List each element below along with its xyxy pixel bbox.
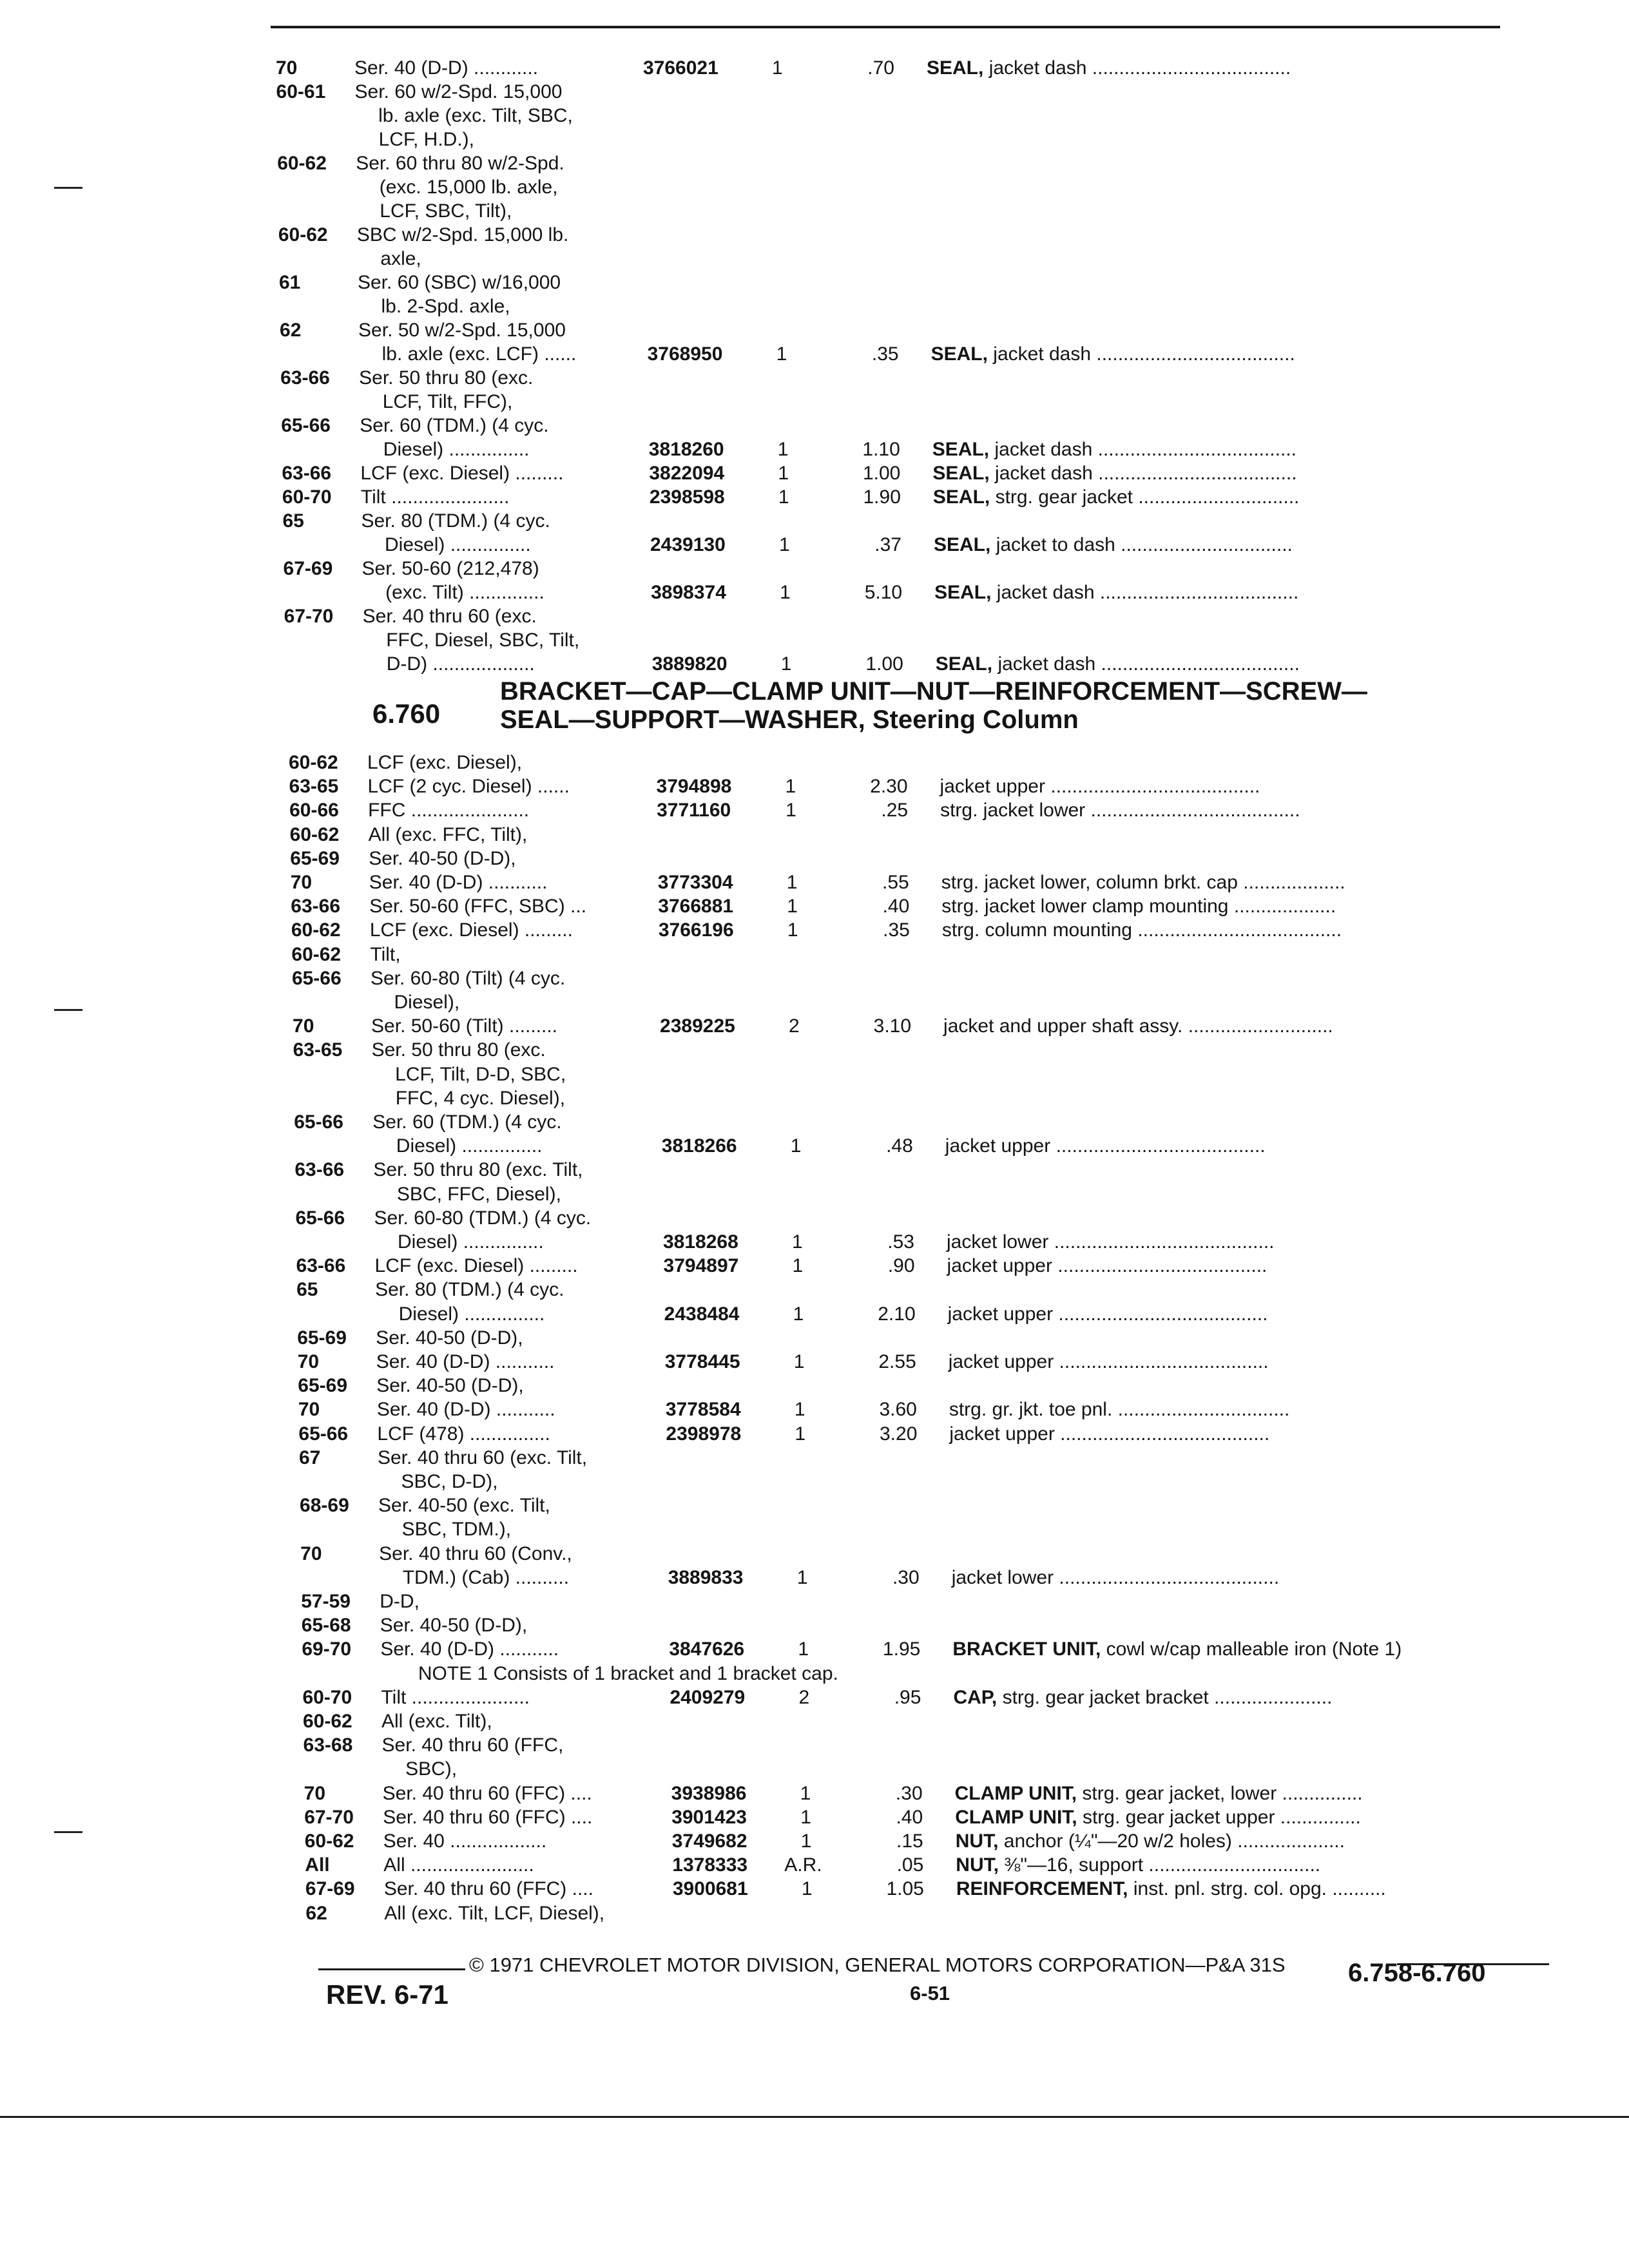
year-range: 65-69 <box>297 1327 347 1349</box>
part-name: NUT, <box>956 1854 999 1876</box>
model-application: Tilt ...................... <box>360 486 510 508</box>
model-application: D-D, <box>380 1591 419 1612</box>
model-application: axle, <box>380 248 421 269</box>
section-range: 6.758-6.760 <box>1348 1959 1486 1987</box>
year-range: 67-70 <box>304 1806 354 1828</box>
part-number: 3818260 <box>648 439 724 460</box>
year-range: 60-62 <box>289 823 340 845</box>
part-number: 3818268 <box>663 1231 738 1253</box>
year-range: 70 <box>298 1399 320 1421</box>
list-price: .15 <box>896 1831 923 1852</box>
quantity: 1 <box>800 1782 811 1804</box>
list-price: .40 <box>896 1806 923 1828</box>
part-description <box>953 1686 1332 1709</box>
margin-mark <box>54 187 82 189</box>
model-application: Diesel) ............... <box>398 1231 544 1253</box>
footer-rule-left <box>318 1968 465 1970</box>
quantity: 1 <box>785 776 796 798</box>
part-name: CLAMP UNIT, <box>955 1806 1077 1828</box>
part-description <box>948 1303 1268 1326</box>
model-application: Ser. 40-50 (D-D), <box>369 847 516 869</box>
model-application: D-D) ................... <box>386 653 535 675</box>
part-number: 2398598 <box>649 486 725 508</box>
part-detail: strg. column mounting ...................................... <box>941 919 1342 941</box>
year-range: 70 <box>300 1542 322 1564</box>
quantity: 1 <box>790 1135 802 1157</box>
quantity: 1 <box>778 463 789 484</box>
quantity: 1 <box>776 343 787 365</box>
model-application: SBC, FFC, Diesel), <box>396 1183 561 1205</box>
model-application: Ser. 60 thru 80 w/2-Spd. <box>356 153 564 174</box>
year-range: All <box>305 1854 330 1876</box>
list-price: 1.90 <box>863 486 901 508</box>
list-price: 1.95 <box>882 1639 921 1660</box>
part-name: SEAL, <box>934 582 992 603</box>
part-detail: strg. jacket lower ....................................... <box>940 800 1300 822</box>
revision-label: REV. 6-71 <box>326 1979 448 2010</box>
year-range: 62 <box>280 320 302 341</box>
part-number: 3900681 <box>672 1878 748 1900</box>
part-number: 3778584 <box>665 1399 741 1421</box>
part-detail: jacket dash ..................................... <box>989 439 1296 460</box>
list-price: .30 <box>895 1782 923 1804</box>
model-application: FFC, Diesel, SBC, Tilt, <box>386 629 580 651</box>
part-name: SEAL, <box>932 486 990 508</box>
part-detail: inst. pnl. strg. col. opg. .......... <box>1128 1878 1386 1900</box>
quantity: 1 <box>801 1878 813 1900</box>
part-detail: jacket dash ..................................... <box>987 343 1295 365</box>
list-price: .53 <box>887 1231 914 1253</box>
part-number: 1378333 <box>672 1854 748 1876</box>
list-price: .90 <box>887 1255 915 1277</box>
part-detail: anchor (¼"—20 w/2 holes) .................... <box>998 1831 1345 1852</box>
quantity: 1 <box>778 486 789 508</box>
note-text: NOTE 1 Consists of 1 bracket and 1 bracket cap. <box>418 1662 838 1684</box>
part-name: SEAL, <box>930 343 988 365</box>
part-detail: jacket dash ..................................... <box>983 57 1291 79</box>
quantity: 1 <box>779 534 790 555</box>
year-range: 65-69 <box>298 1375 348 1397</box>
model-application: lb. 2-Spd. axle, <box>381 296 510 317</box>
model-application: (exc. 15,000 lb. axle, <box>379 177 558 198</box>
year-range: 62 <box>305 1902 327 1924</box>
model-application: Ser. 40-50 (exc. Tilt, <box>378 1495 550 1517</box>
part-description <box>947 1254 1268 1278</box>
model-application: Ser. 60 (SBC) w/16,000 <box>357 272 561 293</box>
model-application: Ser. 50 thru 80 (exc. Tilt, <box>373 1159 583 1181</box>
part-detail: jacket upper ....................................... <box>947 1303 1268 1325</box>
part-number: 3766881 <box>658 896 734 918</box>
part-description <box>956 1878 1386 1901</box>
model-application: Ser. 40 thru 60 (FFC) .... <box>383 1806 593 1828</box>
model-application: Ser. 40 (D-D) ........... <box>369 872 548 893</box>
model-application: FFC, 4 cyc. Diesel), <box>395 1087 566 1109</box>
part-number: 2398978 <box>666 1423 742 1445</box>
quantity: 1 <box>786 800 796 822</box>
list-price: 3.10 <box>873 1015 912 1037</box>
year-range: 65-68 <box>301 1615 351 1637</box>
part-number: 2438484 <box>664 1303 740 1325</box>
part-description <box>931 343 1295 366</box>
year-range: 65 <box>282 510 304 532</box>
part-description <box>949 1350 1269 1374</box>
model-application: Ser. 50-60 (Tilt) ......... <box>371 1015 558 1037</box>
list-price: .70 <box>867 57 894 79</box>
part-name: SEAL, <box>935 653 993 675</box>
model-application: Ser. 60-80 (TDM.) (4 cyc. <box>374 1207 592 1229</box>
model-application: Ser. 50 thru 80 (exc. <box>359 367 534 389</box>
list-price: 1.00 <box>865 653 903 675</box>
model-application: Ser. 60 w/2-Spd. 15,000 <box>354 81 563 102</box>
model-application: lb. axle (exc. LCF) ...... <box>381 343 577 365</box>
quantity: 1 <box>772 57 783 79</box>
quantity: 1 <box>796 1566 808 1588</box>
quantity: 1 <box>777 439 789 460</box>
year-range: 63-66 <box>282 463 332 484</box>
part-detail: jacket upper ....................................... <box>948 1351 1269 1372</box>
year-range: 67-69 <box>283 558 333 579</box>
page-number: 6-51 <box>910 1982 950 2004</box>
part-detail: jacket and upper shaft assy. ........................... <box>943 1015 1333 1037</box>
part-detail: jacket dash ..................................... <box>992 653 1300 675</box>
part-description <box>956 1830 1345 1853</box>
model-application: TDM.) (Cab) .......... <box>402 1566 570 1588</box>
list-price: .25 <box>881 800 909 822</box>
list-price: .37 <box>874 534 901 555</box>
model-application: SBC, TDM.), <box>401 1519 512 1541</box>
part-description <box>942 919 1342 942</box>
part-description <box>927 57 1291 80</box>
part-description <box>947 1231 1274 1254</box>
model-application: Ser. 40 .................. <box>383 1831 547 1852</box>
model-application: Ser. 40 thru 60 (FFC) .... <box>383 1878 593 1900</box>
part-detail: jacket lower ......................................... <box>951 1566 1280 1588</box>
model-application: Diesel), <box>394 992 460 1013</box>
model-application: FFC ...................... <box>368 800 530 822</box>
year-range: 60-70 <box>282 486 332 508</box>
part-name: NUT, <box>955 1831 999 1852</box>
model-application: LCF (exc. Diesel), <box>367 752 523 773</box>
bottom-rule <box>0 2116 1629 2118</box>
part-detail: strg. jacket lower clamp mounting ................... <box>941 896 1336 918</box>
part-number: 3818266 <box>661 1135 737 1157</box>
year-range: 60-62 <box>277 153 327 174</box>
part-number: 2389225 <box>660 1015 735 1037</box>
list-price: 1.00 <box>862 463 901 484</box>
part-name: SEAL, <box>932 439 990 460</box>
model-application: Ser. 40 thru 60 (exc. <box>362 606 537 627</box>
model-application: Diesel) ............... <box>383 439 530 460</box>
year-range: 65-66 <box>294 1111 343 1133</box>
list-price: 1.10 <box>862 439 900 460</box>
model-application: Ser. 40-50 (D-D), <box>380 1615 528 1637</box>
part-detail: strg. gear jacket bracket ...................... <box>997 1686 1333 1708</box>
list-price: .30 <box>892 1566 920 1588</box>
part-name: CLAMP UNIT, <box>954 1782 1077 1804</box>
quantity: 1 <box>787 919 798 941</box>
model-application: LCF, H.D.), <box>378 129 474 150</box>
year-range: 65-66 <box>291 967 342 989</box>
part-detail: ⅜"—16, support ................................ <box>998 1854 1321 1876</box>
part-number: 3889820 <box>651 653 728 675</box>
copyright-line: © 1971 CHEVROLET MOTOR DIVISION, GENERAL MOTORS CORPORATION—P&A 31S <box>469 1954 1286 1976</box>
part-number: 3847626 <box>669 1639 745 1660</box>
model-application: SBC), <box>405 1758 458 1780</box>
margin-mark <box>54 1009 82 1011</box>
model-application: LCF (exc. Diesel) ......... <box>369 919 573 941</box>
part-description <box>952 1638 1402 1661</box>
year-range: 67 <box>298 1446 321 1468</box>
model-application: Ser. 50-60 (FFC, SBC) ... <box>369 896 587 918</box>
quantity: 1 <box>795 1423 806 1445</box>
quantity: A.R. <box>784 1854 822 1876</box>
year-range: 60-62 <box>303 1711 352 1732</box>
year-range: 63-66 <box>296 1255 346 1277</box>
part-description <box>941 895 1336 918</box>
model-application: Ser. 40 thru 60 (FFC) .... <box>382 1782 592 1804</box>
model-application: Ser. 40 thru 60 (Conv., <box>379 1542 572 1564</box>
part-number: 3773304 <box>657 872 733 893</box>
part-detail: jacket dash ..................................... <box>991 582 1299 603</box>
year-range: 69-70 <box>302 1639 352 1660</box>
model-application: Ser. 40-50 (D-D), <box>376 1375 524 1397</box>
list-price: 5.10 <box>864 582 903 603</box>
part-description <box>955 1782 1363 1805</box>
part-detail: jacket upper ....................................... <box>945 1135 1266 1157</box>
year-range: 57-59 <box>301 1591 351 1612</box>
quantity: 1 <box>798 1639 809 1660</box>
part-description <box>956 1854 1320 1877</box>
list-price: .48 <box>886 1135 913 1157</box>
part-description <box>943 1015 1333 1038</box>
part-detail: cowl w/cap malleable iron (Note 1) <box>1101 1639 1402 1660</box>
year-range: 65 <box>296 1279 318 1301</box>
quantity: 1 <box>793 1303 804 1325</box>
model-application: Ser. 50 thru 80 (exc. <box>371 1039 546 1061</box>
year-range: 63-66 <box>291 896 341 918</box>
year-range: 60-66 <box>289 800 339 822</box>
list-price: .05 <box>896 1854 924 1876</box>
model-application: Diesel) ............... <box>398 1303 545 1325</box>
model-application: Diesel) ............... <box>396 1135 543 1157</box>
year-range: 61 <box>278 272 301 293</box>
part-description <box>934 581 1298 604</box>
list-price: 3.60 <box>879 1399 917 1421</box>
list-price: .35 <box>883 919 910 941</box>
part-description <box>955 1806 1361 1829</box>
list-price: .40 <box>882 896 910 918</box>
model-application: Ser. 60 (TDM.) (4 cyc. <box>360 415 549 436</box>
quantity: 1 <box>780 653 792 675</box>
model-application: Ser. 40-50 (D-D), <box>376 1327 523 1349</box>
list-price: 2.10 <box>878 1303 916 1325</box>
quantity: 2 <box>798 1686 810 1708</box>
part-number: 2409279 <box>670 1686 746 1708</box>
part-number: 3771160 <box>657 800 731 822</box>
model-application: Tilt ...................... <box>381 1686 530 1708</box>
part-number: 3822094 <box>649 463 725 484</box>
model-application: All (exc. Tilt), <box>381 1711 492 1732</box>
part-description <box>936 653 1300 676</box>
quantity: 1 <box>793 1351 805 1372</box>
part-description <box>932 438 1296 461</box>
part-number: 3794897 <box>663 1255 739 1277</box>
year-range: 67-70 <box>284 606 334 627</box>
model-application: Tilt, <box>370 943 401 965</box>
quantity: 1 <box>800 1806 811 1828</box>
year-range: 60-62 <box>291 943 342 965</box>
part-name: REINFORCEMENT, <box>956 1878 1128 1900</box>
part-number: 3778445 <box>664 1351 740 1372</box>
model-application: LCF (478) ............... <box>377 1423 550 1445</box>
model-application: Ser. 60-80 (Tilt) (4 cyc. <box>370 967 566 989</box>
part-description <box>941 871 1345 894</box>
year-range: 65-66 <box>281 415 331 436</box>
part-description <box>932 462 1296 485</box>
year-range: 63-66 <box>280 367 330 389</box>
part-name: SEAL, <box>927 57 984 79</box>
model-application: Diesel) ............... <box>385 534 531 555</box>
part-number: 2439130 <box>650 534 726 555</box>
part-description <box>945 1135 1266 1158</box>
year-range: 60-70 <box>302 1686 352 1708</box>
part-number: 3898374 <box>651 582 726 603</box>
model-application: SBC, D-D), <box>401 1471 498 1492</box>
year-range: 70 <box>293 1015 314 1037</box>
part-name: CAP, <box>953 1686 998 1708</box>
model-application: Ser. 40 thru 60 (exc. Tilt, <box>377 1446 588 1468</box>
part-detail: jacket upper ....................................... <box>940 776 1260 798</box>
part-name: SEAL, <box>932 463 990 484</box>
model-application: Ser. 80 (TDM.) (4 cyc. <box>361 510 550 532</box>
year-range: 63-66 <box>294 1159 345 1181</box>
part-detail: strg. gear jacket, lower ............... <box>1077 1782 1363 1804</box>
part-number: 3901423 <box>671 1806 747 1828</box>
model-application: LCF (2 cyc. Diesel) ...... <box>367 776 570 798</box>
quantity: 1 <box>792 1255 804 1277</box>
model-application: (exc. Tilt) .............. <box>385 582 545 603</box>
year-range: 70 <box>290 872 313 893</box>
quantity: 1 <box>792 1231 803 1253</box>
quantity: 2 <box>789 1015 800 1037</box>
model-application: Ser. 50 w/2-Spd. 15,000 <box>358 320 566 341</box>
top-rule <box>271 26 1500 28</box>
part-description <box>933 486 1300 509</box>
quantity: 1 <box>780 582 791 603</box>
quantity: 1 <box>787 896 798 918</box>
part-number: 3768950 <box>647 343 723 365</box>
year-range: 70 <box>276 57 298 79</box>
list-price: .95 <box>894 1686 921 1708</box>
part-detail: jacket upper ....................................... <box>947 1255 1268 1277</box>
part-description <box>952 1566 1279 1590</box>
model-application: Ser. 60 (TDM.) (4 cyc. <box>372 1111 562 1133</box>
list-price: 3.20 <box>880 1423 918 1445</box>
part-detail: strg. gear jacket upper ............... <box>1077 1806 1361 1828</box>
year-range: 63-65 <box>293 1039 343 1061</box>
model-application: LCF (exc. Diesel) ......... <box>360 463 564 484</box>
year-range: 60-62 <box>304 1831 354 1852</box>
year-range: 63-68 <box>303 1735 353 1756</box>
year-range: 63-65 <box>289 776 339 798</box>
model-application: Ser. 50-60 (212,478) <box>361 558 539 579</box>
model-application: LCF, Tilt, FFC), <box>382 391 513 412</box>
year-range: 67-69 <box>305 1878 355 1900</box>
part-name: SEAL, <box>934 534 991 555</box>
model-application: SBC w/2-Spd. 15,000 lb. <box>356 224 569 245</box>
year-range: 60-62 <box>289 752 338 773</box>
model-application: LCF, Tilt, D-D, SBC, <box>395 1063 566 1085</box>
year-range: 65-66 <box>298 1423 349 1445</box>
part-detail: jacket dash ..................................... <box>989 463 1297 484</box>
section-number: 6.760 <box>372 698 441 729</box>
list-price: .55 <box>882 872 909 893</box>
list-price: .35 <box>871 343 899 365</box>
model-application: All ....................... <box>383 1854 534 1876</box>
year-range: 68-69 <box>300 1495 349 1517</box>
part-detail: strg. gear jacket .............................. <box>990 486 1300 508</box>
part-name: BRACKET UNIT, <box>952 1639 1101 1660</box>
model-application: LCF (exc. Diesel) ......... <box>374 1255 578 1277</box>
part-description <box>949 1423 1269 1446</box>
quantity: 1 <box>800 1831 812 1852</box>
margin-mark <box>54 1831 82 1833</box>
part-detail: jacket upper ....................................... <box>949 1423 1270 1445</box>
quantity: 1 <box>794 1399 805 1421</box>
model-application: All (exc. Tilt, LCF, Diesel), <box>384 1902 605 1924</box>
list-price: 1.05 <box>886 1878 924 1900</box>
section-title-line2: SEAL—SUPPORT—WASHER, Steering Column <box>500 706 1079 734</box>
part-detail: strg. gr. jkt. toe pnl. ................................ <box>949 1399 1290 1421</box>
year-range: 60-62 <box>291 919 341 941</box>
quantity: 1 <box>786 872 798 893</box>
model-application: Ser. 40 thru 60 (FFC, <box>381 1735 564 1756</box>
model-application: LCF, SBC, Tilt), <box>380 200 512 222</box>
year-range: 60-62 <box>278 224 328 245</box>
year-range: 65-69 <box>290 847 340 869</box>
part-number: 3766021 <box>643 57 718 79</box>
year-range: 60-61 <box>276 81 326 102</box>
year-range: 65-66 <box>295 1207 345 1229</box>
part-detail: jacket lower ......................................... <box>947 1231 1275 1253</box>
part-number: 3766196 <box>658 919 734 941</box>
part-description <box>934 533 1293 557</box>
model-application: All (exc. FFC, Tilt), <box>368 823 528 845</box>
model-application: Ser. 40 (D-D) ............ <box>354 57 539 79</box>
model-application: Ser. 40 (D-D) ........... <box>376 1351 555 1372</box>
model-application: Ser. 40 (D-D) ........... <box>376 1399 555 1421</box>
part-number: 3938986 <box>671 1782 747 1804</box>
part-number: 3794898 <box>656 776 732 798</box>
part-detail: jacket to dash ................................ <box>990 534 1293 555</box>
year-range: 70 <box>304 1782 326 1804</box>
part-number: 3749682 <box>671 1831 747 1852</box>
part-detail: strg. jacket lower, column brkt. cap ................... <box>941 872 1345 893</box>
model-application: Ser. 80 (TDM.) (4 cyc. <box>375 1279 564 1301</box>
model-application: Ser. 40 (D-D) ........... <box>380 1639 559 1660</box>
section-title-line1: BRACKET—CAP—CLAMP UNIT—NUT—REINFORCEMENT—SCREW— <box>500 677 1367 706</box>
part-description <box>940 799 1300 822</box>
list-price: 2.55 <box>878 1351 916 1372</box>
year-range: 70 <box>297 1351 320 1372</box>
part-number: 3889833 <box>668 1566 744 1588</box>
part-description <box>940 775 1260 798</box>
part-description <box>949 1398 1290 1421</box>
model-application: lb. axle (exc. Tilt, SBC, <box>378 105 573 126</box>
list-price: 2.30 <box>870 776 908 798</box>
